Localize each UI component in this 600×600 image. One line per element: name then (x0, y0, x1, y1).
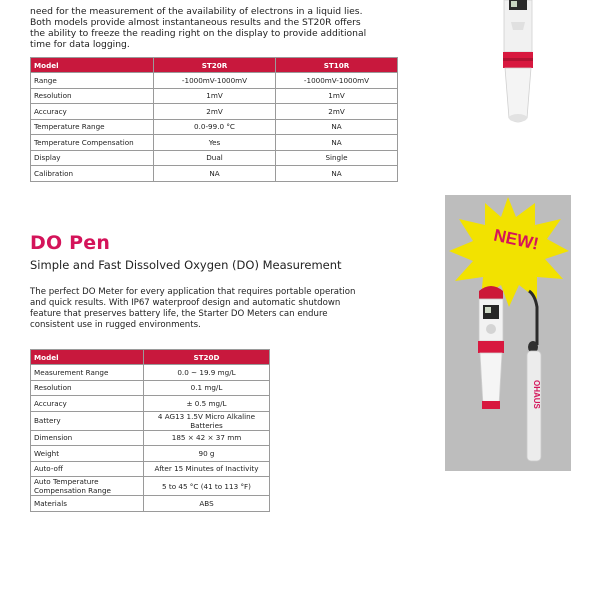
header-cell: Model (31, 58, 154, 73)
do-pen-subtitle: Simple and Fast Dissolved Oxygen (DO) Measurement (30, 258, 342, 272)
row-label: Measurement Range (31, 365, 144, 381)
row-label: Temperature Compensation (31, 135, 154, 151)
cell-value: 185 × 42 × 37 mm (144, 430, 270, 446)
intro-paragraph: need for the measurement of the availability of electrons in a liquid lies. Both models provide almost instantaneous results and the ST20R offers the ability to freeze the reading right on the display to provide additional time for data logging. (30, 6, 367, 51)
table-row (31, 396, 270, 412)
cell-value: Dual (154, 150, 276, 166)
table-header-row (31, 58, 398, 73)
cell-value: 4 AG13 1.5V Micro Alkaline Batteries (144, 411, 270, 430)
table-row (31, 88, 398, 104)
cell-value: 2mV (154, 104, 276, 120)
cell-value: Yes (154, 135, 276, 151)
row-label: Battery (31, 411, 144, 430)
cell-value: 90 g (144, 446, 270, 462)
table-row (31, 119, 398, 135)
row-label: Calibration (31, 166, 154, 182)
table-row (31, 461, 270, 477)
row-label: Temperature Range (31, 119, 154, 135)
table-row (31, 365, 270, 381)
row-label: Accuracy (31, 396, 144, 412)
cell-value: After 15 Minutes of Inactivity (144, 461, 270, 477)
header-cell: ST20R (154, 58, 276, 73)
header-cell: ST10R (276, 58, 398, 73)
cell-value: ± 0.5 mg/L (144, 396, 270, 412)
cell-value: 0.1 mg/L (144, 380, 270, 396)
table-row (31, 477, 270, 496)
orp-spec-table (30, 57, 398, 182)
cell-value: -1000mV-1000mV (154, 73, 276, 89)
row-label: Auto Temperature Compensation Range (31, 477, 144, 496)
cell-value: 5 to 45 °C (41 to 113 °F) (144, 477, 270, 496)
orp-pen-photo (474, 0, 564, 130)
do-spec-table (30, 349, 270, 512)
new-badge-text: NEW! (491, 225, 541, 254)
row-label: Accuracy (31, 104, 154, 120)
header-cell: ST20D (144, 350, 270, 365)
row-label: Resolution (31, 380, 144, 396)
row-label: Dimension (31, 430, 144, 446)
table-row (31, 104, 398, 120)
cell-value: NA (154, 166, 276, 182)
table-row (31, 135, 398, 151)
table-row (31, 446, 270, 462)
do-pen-description: The perfect DO Meter for every application that requires portable operation and quick results. With IP67 waterproof design and automatic shutdown feature that preserves battery life, the Starter DO Meters can endure consistent use in rugged environments. (30, 286, 356, 330)
cell-value: NA (276, 135, 398, 151)
table-row (31, 73, 398, 89)
cell-value: NA (276, 166, 398, 182)
do-pen-photo (445, 195, 571, 471)
row-label: Range (31, 73, 154, 89)
row-label: Auto-off (31, 461, 144, 477)
cell-value: NA (276, 119, 398, 135)
table-header-row (31, 350, 270, 365)
cell-value: ABS (144, 496, 270, 512)
table-row (31, 166, 398, 182)
row-label: Resolution (31, 88, 154, 104)
table-row (31, 411, 270, 430)
cell-value: 1mV (276, 88, 398, 104)
ohaus-strap-text: OHAUS (532, 380, 541, 409)
cell-value: 0.0-99.0 °C (154, 119, 276, 135)
cell-value: 1mV (154, 88, 276, 104)
cell-value: -1000mV-1000mV (276, 73, 398, 89)
row-label: Materials (31, 496, 144, 512)
table-row (31, 150, 398, 166)
do-pen-title: DO Pen (30, 232, 111, 254)
cell-value: Single (276, 150, 398, 166)
table-row (31, 380, 270, 396)
header-cell: Model (31, 350, 144, 365)
table-row (31, 496, 270, 512)
table-row (31, 430, 270, 446)
row-label: Weight (31, 446, 144, 462)
cell-value: 0.0 ~ 19.9 mg/L (144, 365, 270, 381)
cell-value: 2mV (276, 104, 398, 120)
row-label: Display (31, 150, 154, 166)
